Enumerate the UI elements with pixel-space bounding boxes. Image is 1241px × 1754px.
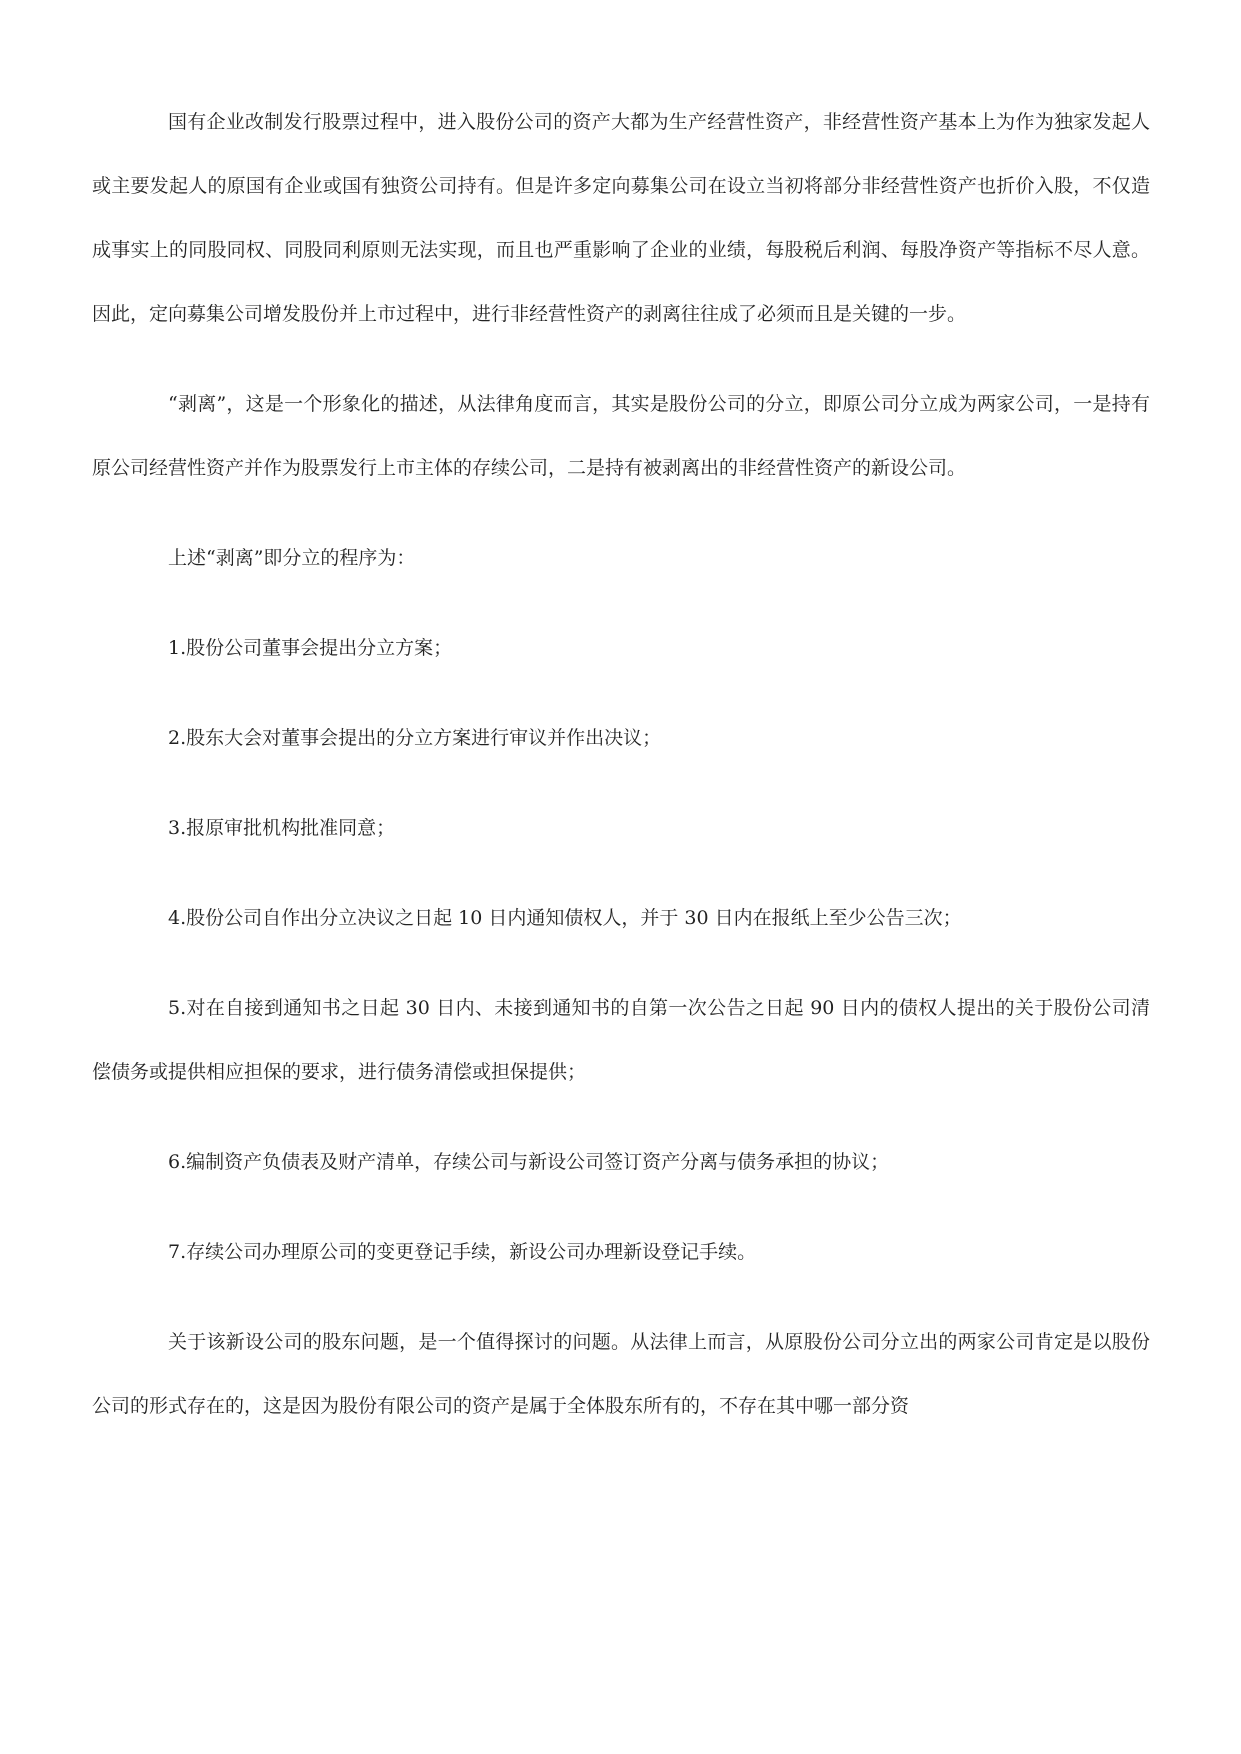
document-body <box>92 90 1150 1464</box>
list-item-step-3: 3.报原审批机构批准同意； <box>168 817 396 839</box>
paragraph-intro: 国有企业改制发行股票过程中，进入股份公司的资产大都为生产经营性资产，非经营性资产基本上为作为独家发起人或主要发起人的原国有企业或国有独资公司持有。但是许多定向募集公司在设立当初将部分非经营性资产也折价入股，不仅造成事实上的同股同权、同股同利原则无法实现，而且也严重影响了企业的业绩，每股税后利润、每股净资产等指标不尽人意。因此，定向募集公司增发股份并上市过程中，进行非经营性资产的剥离往往成了必须而且是关键的一步。 <box>92 111 1150 325</box>
list-item-step-1: 1.股份公司董事会提出分立方案； <box>168 637 453 659</box>
paragraph-spinoff-definition: “剥离”，这是一个形象化的描述，从法律角度而言，其实是股份公司的分立，即原公司分立成为两家公司，一是持有原公司经营性资产并作为股票发行上市主体的存续公司，二是持有被剥离出的非经营性资产的新设公司。 <box>92 393 1150 479</box>
list-item-step-6: 6.编制资产负债表及财产清单，存续公司与新设公司签订资产分离与债务承担的协议； <box>168 1151 890 1173</box>
list-item-step-7: 7.存续公司办理原公司的变更登记手续，新设公司办理新设登记手续。 <box>168 1241 757 1263</box>
list-item-step-4: 4.股份公司自作出分立决议之日起 10 日内通知债权人，并于 30 日内在报纸上至少公告三次； <box>168 907 962 929</box>
list-item-step-2: 2.股东大会对董事会提出的分立方案进行审议并作出决议； <box>168 727 662 749</box>
list-item-step-5: 5.对在自接到通知书之日起 30 日内、未接到通知书的自第一次公告之日起 90 日内的债权人提出的关于股份公司清偿债务或提供相应担保的要求，进行债务清偿或担保提供； <box>92 997 1150 1083</box>
paragraph-procedure-heading: 上述“剥离”即分立的程序为： <box>168 547 416 569</box>
paragraph-shareholder-question: 关于该新设公司的股东问题，是一个值得探讨的问题。从法律上而言，从原股份公司分立出的两家公司肯定是以股份公司的形式存在的，这是因为股份有限公司的资产是属于全体股东所有的，不存在其中哪一部分资 <box>92 1331 1150 1417</box>
